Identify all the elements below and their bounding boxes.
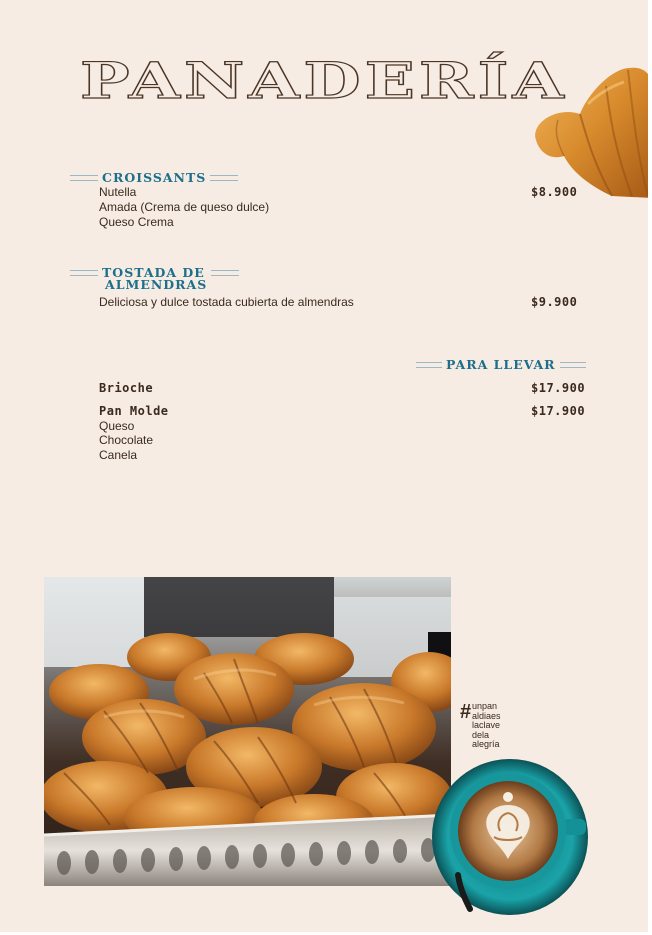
hashtag-symbol: # <box>460 701 472 723</box>
hashtag-line: aldiaes <box>472 710 501 721</box>
section-heading-tostada: TOSTADA DE ALMENDRAS <box>70 267 239 291</box>
croissant-item: Queso Crema <box>99 215 174 229</box>
croissants-price: $8.900 <box>531 185 578 199</box>
hashtag-line: alegría <box>472 739 500 749</box>
pan-molde-option: Canela <box>99 448 138 462</box>
croissant-item: Amada (Crema de queso dulce) <box>99 200 270 214</box>
tostada-price: $9.900 <box>531 295 578 309</box>
pan-molde-option: Chocolate <box>99 433 154 447</box>
hashtag-line: laclave <box>472 720 501 730</box>
croissant-basket-photo <box>44 577 451 886</box>
hashtag-text <box>472 702 501 750</box>
section-heading-croissants: CROISSANTS <box>70 170 238 185</box>
brioche-name: Brioche <box>99 381 154 395</box>
hashtag-line: dela <box>472 729 490 740</box>
brioche-price: $17.900 <box>531 381 586 395</box>
croissant-image <box>528 64 648 198</box>
page-title: PANADERÍA <box>80 51 568 110</box>
section-heading-para-llevar: PARA LLEVAR <box>416 357 586 372</box>
hashtag-line: unpan <box>472 701 498 711</box>
pan-molde-option: Queso <box>99 419 135 433</box>
coffee-cup-image <box>430 757 590 917</box>
croissant-item: Nutella <box>99 185 137 199</box>
pan-molde-price: $17.900 <box>531 404 586 418</box>
pan-molde-name: Pan Molde <box>99 404 169 418</box>
tostada-description: Deliciosa y dulce tostada cubierta de almendras <box>99 295 354 309</box>
